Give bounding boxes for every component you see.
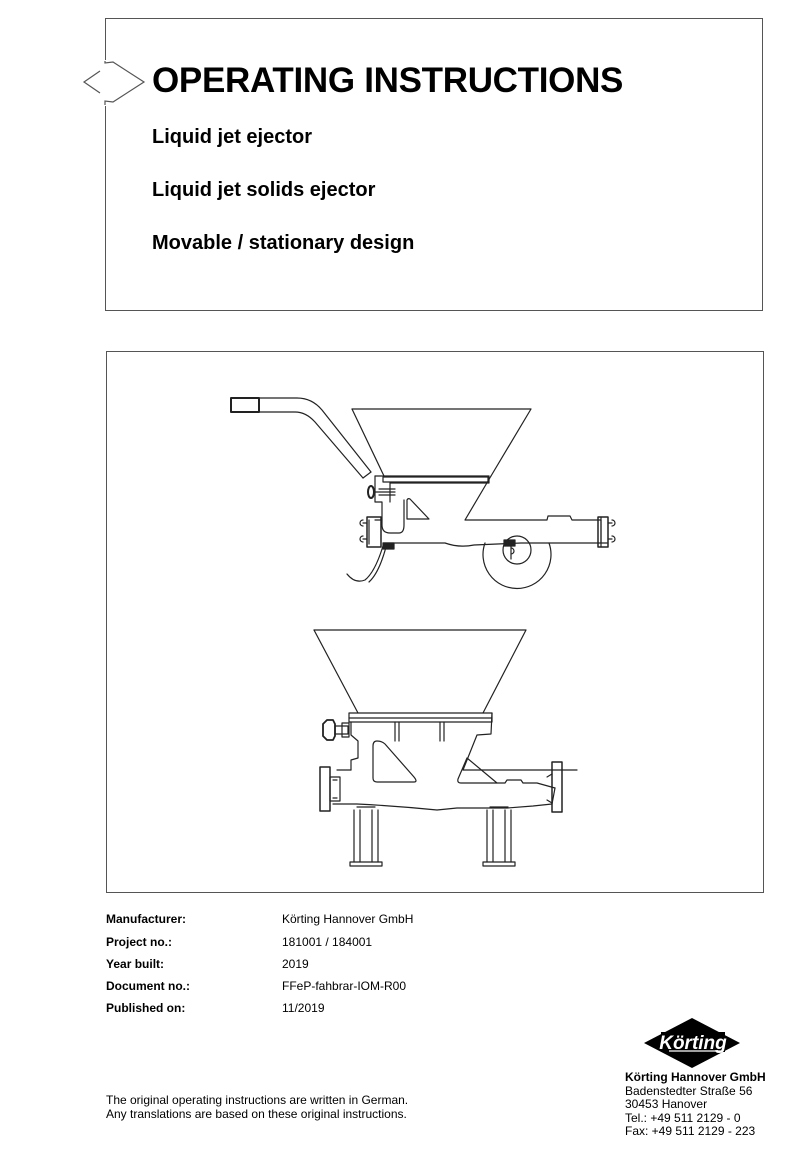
address-block bbox=[625, 1071, 766, 1139]
svg-text:Körting: Körting bbox=[659, 1033, 727, 1054]
detail-label: Project no.: bbox=[106, 935, 173, 949]
subtitle-liquid-jet-solids-ejector: Liquid jet solids ejector bbox=[152, 179, 376, 201]
detail-value: 2019 bbox=[282, 957, 309, 971]
korting-logo-icon bbox=[643, 1017, 741, 1069]
address-city: 30453 Hanover bbox=[625, 1097, 708, 1111]
address-fax: Fax: +49 511 2129 - 223 bbox=[625, 1124, 756, 1138]
detail-label: Published on: bbox=[106, 1001, 186, 1015]
diamond-arrow-icon bbox=[80, 60, 150, 106]
subtitle-design: Movable / stationary design bbox=[152, 232, 415, 254]
detail-value: FFeP-fahbrar-IOM-R00 bbox=[282, 979, 407, 993]
stationary-ejector-drawing bbox=[314, 630, 577, 866]
movable-ejector-drawing bbox=[231, 398, 615, 588]
translation-note-line2: Any translations are based on these original instructions. bbox=[106, 1106, 407, 1121]
detail-value: Körting Hannover GmbH bbox=[282, 912, 414, 926]
translation-note-line1: The original operating instructions are written in German. bbox=[106, 1093, 409, 1107]
translation-note bbox=[106, 1094, 408, 1121]
page-title: OPERATING INSTRUCTIONS bbox=[152, 61, 624, 100]
detail-label: Document no.: bbox=[106, 979, 190, 993]
detail-label: Year built: bbox=[106, 957, 165, 971]
subtitle-liquid-jet-ejector: Liquid jet ejector bbox=[152, 126, 313, 148]
figure-box bbox=[106, 351, 764, 893]
ejector-drawings bbox=[107, 352, 765, 894]
detail-label: Manufacturer: bbox=[106, 912, 187, 926]
detail-value: 181001 / 184001 bbox=[282, 935, 373, 949]
address-tel: Tel.: +49 511 2129 - 0 bbox=[625, 1110, 741, 1125]
address-street: Badenstedter Straße 56 bbox=[625, 1083, 753, 1098]
address-company: Körting Hannover GmbH bbox=[625, 1070, 766, 1084]
detail-value: 11/2019 bbox=[282, 1001, 325, 1015]
